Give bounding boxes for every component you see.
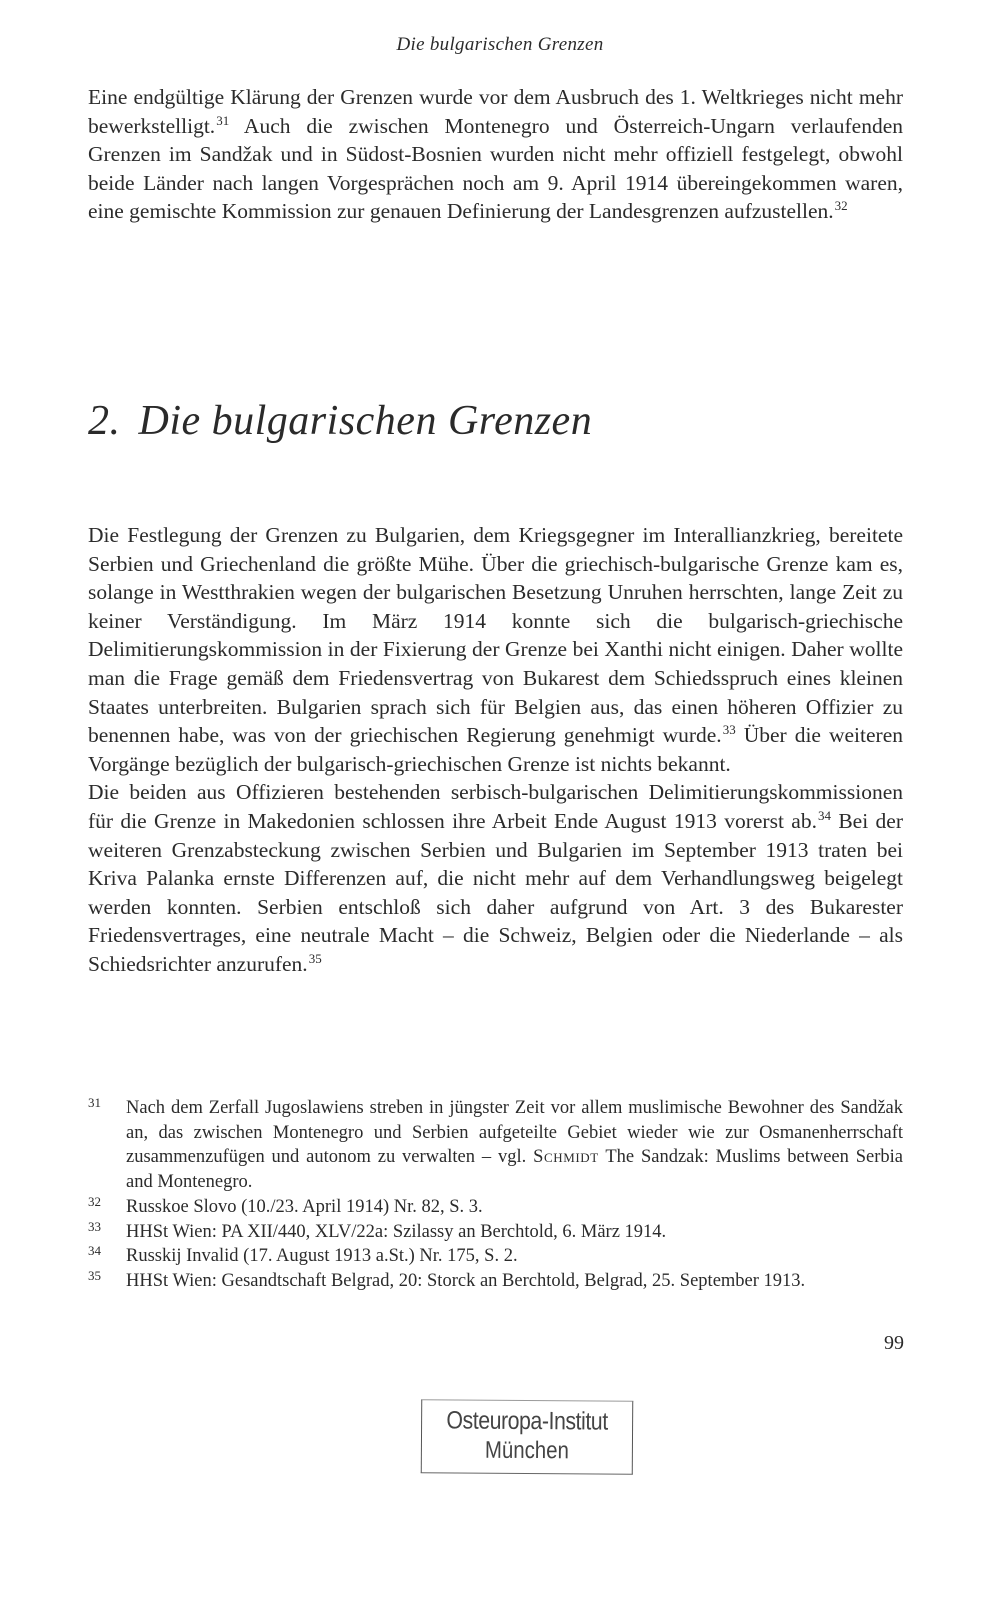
footnote-ref-34: 34 — [817, 807, 831, 823]
footnote-34 — [88, 1244, 903, 1269]
library-stamp — [421, 1399, 634, 1474]
footnote-text: Russkij Invalid (17. August 1913 a.St.) Nr. 175, S. 2. — [126, 1246, 518, 1267]
footnote-ref-31: 31 — [216, 112, 230, 128]
footnote-text: Russkoe Slovo (10./23. April 1914) Nr. 82, S. 3. — [126, 1196, 483, 1217]
section-heading — [88, 397, 592, 445]
footnote-number: 31 — [88, 1095, 101, 1110]
footnote-number: 32 — [88, 1193, 101, 1209]
stamp-city: München — [484, 1436, 569, 1465]
footnote-text-b: The Sandzak: Muslims between Serbia and Montenegro. — [126, 1147, 903, 1193]
footnote-ref-32: 32 — [834, 198, 848, 214]
stamp-institute-name: Osteuropa-Institut — [446, 1406, 608, 1436]
page-number: 99 — [884, 1332, 904, 1354]
footnote-33 — [88, 1220, 903, 1245]
footnote-number: 33 — [88, 1218, 101, 1234]
running-head: Die bulgarischen Grenzen — [396, 34, 604, 55]
footnote-number: 34 — [88, 1243, 101, 1259]
footnote-ref-33: 33 — [722, 722, 736, 738]
paragraph-2-text-a: Die Festlegung der Grenzen zu Bulgarien, dem Kriegsgegner im Interallianzkrieg, bereitete Serbien und Griechenland die größte Mühe. Über die griechisch-bulgarische Grenze kam es, solange in Westthrakien wegen der bulgarischen Besetzung Unruhen herrschten, lange Zeit zu keiner Verständigung. Im März 1914 konnte sich die bulgarisch-griechische Delimitierungskommission in der Fixierung der Grenze bei Xanthi nicht einigen. Daher wollte man die Frage gemäß dem Friedensvertrag von Bukarest dem Schiedsspruch eines kleinen Staates unterbreiten. Bulgarien sprach sich für Belgien aus, das einen höheren Offizier zu benennen habe, was von der griechischen Regierung genehmigt wurde. — [88, 523, 903, 748]
paragraph-1-text-a: Eine endgültige Klärung der Grenzen wurde vor dem Ausbruch des 1. Weltkrieges nicht mehr bewerkstelligt. — [88, 85, 903, 138]
footnote-text: HHSt Wien: PA XII/440, XLV/22a: Szilassy an Berchtold, 6. März 1914. — [126, 1221, 667, 1242]
footnote-text: HHSt Wien: Gesandtschaft Belgrad, 20: Storck an Berchtold, Belgrad, 25. September 1913. — [126, 1270, 806, 1291]
paragraph-2 — [88, 521, 903, 778]
paragraph-1-text-b: Auch die zwischen Montenegro und Österreich-Ungarn verlaufenden Grenzen im Sandžak und in Südost-Bosnien wurden nicht mehr offiziell festgelegt, obwohl beide Länder nach langen Vorgesprächen noch am 9. April 1914 übereingekommen waren, eine gemischte Kommission zur genauen Definierung der Landesgrenzen aufzustellen. — [88, 113, 903, 224]
intro-text-block — [88, 83, 903, 226]
footnote-number: 35 — [88, 1267, 101, 1283]
paragraph-2-text-b: Über die weiteren Vorgänge bezüglich der bulgarisch-griechischen Grenze ist nichts bekannt. — [88, 723, 903, 776]
footnote-31 — [88, 1096, 903, 1195]
section-title: Die bulgarischen Grenzen — [138, 398, 593, 444]
footnote-32 — [88, 1195, 903, 1220]
footnotes — [88, 1096, 903, 1294]
paragraph-3 — [88, 778, 903, 978]
section-number: 2. — [88, 398, 121, 444]
paragraph-1 — [88, 83, 903, 226]
paragraph-3-text-a: Die beiden aus Offizieren bestehenden serbisch-bulgarischen Delimitierungskommissionen für die Grenze in Makedonien schlossen ihre Arbeit Ende August 1913 vorerst ab. — [88, 780, 903, 833]
footnote-text-a: Nach dem Zerfall Jugoslawiens streben in jüngster Zeit vor allem muslimische Bewohner des Sandžak an, das zwischen Montenegro und Serbien aufgeteilte Gebiet wieder wie zur Osmanenherrschaft zusammenzufügen und autonom zu verwalten – vgl. — [126, 1098, 903, 1168]
section-text-block — [88, 521, 903, 979]
footnote-author: Schmidt — [533, 1147, 599, 1168]
paragraph-3-text-b: Bei der weiteren Grenzabsteckung zwischen Serbien und Bulgarien im September 1913 traten bei Kriva Palanka ernste Differenzen auf, die nicht mehr auf dem Verhandlungsweg beigelegt werden konnten. Serbien entschloß sich daher aufgrund von Art. 3 des Bukarester Friedensvertrages, eine neutrale Macht – die Schweiz, Belgien oder die Niederlande – als Schiedsrichter anzurufen. — [88, 808, 903, 976]
footnote-ref-35: 35 — [308, 950, 322, 966]
footnote-35 — [88, 1269, 903, 1294]
